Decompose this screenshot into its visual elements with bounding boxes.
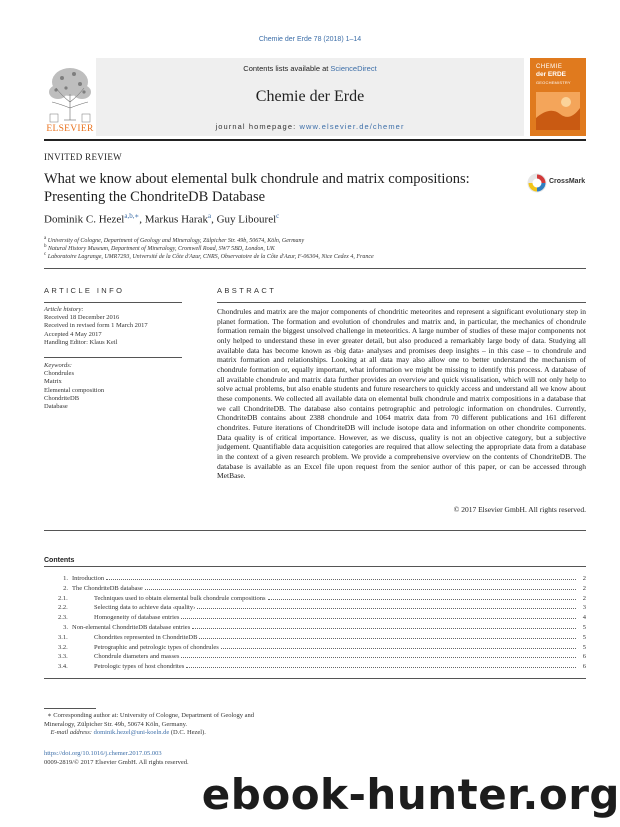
toc-number: 2.1. xyxy=(58,594,68,602)
history-line: Received in revised form 1 March 2017 xyxy=(44,322,148,330)
toc-page-number: 2 xyxy=(582,575,586,582)
toc-page-number: 6 xyxy=(582,653,586,661)
toc-leader-dots xyxy=(268,594,576,600)
email-link[interactable]: dominik.hezel@uni-koeln.de xyxy=(93,729,170,736)
elsevier-wordmark: ELSEVIER xyxy=(46,124,94,134)
affiliation-text: University of Cologne, Department of Geology and Mineralogy, Zülpicher Str. 49b, 50674, Köln, Germany xyxy=(47,238,305,244)
toc-number: 3.2. xyxy=(58,643,68,651)
homepage-link[interactable]: www.elsevier.de/chemer xyxy=(299,122,405,131)
article-info-heading: ARTICLE INFO xyxy=(44,286,125,295)
keyword: Matrix xyxy=(44,378,62,386)
toc-title[interactable]: The ChondriteDB database xyxy=(72,584,143,592)
contents-prefix: Contents lists available at xyxy=(243,64,331,73)
homepage-prefix: journal homepage: xyxy=(215,122,300,131)
cover-title-line2: der ERDE xyxy=(536,71,566,78)
toc-number: 1. xyxy=(63,575,68,582)
toc-leader-dots xyxy=(181,652,576,658)
contents-top-rule xyxy=(44,530,586,531)
toc-number: 2. xyxy=(63,584,68,592)
toc-page-number: 5 xyxy=(582,643,586,651)
issn-line: 0009-2819/© 2017 Elsevier GmbH. All rights reserved. xyxy=(44,759,189,766)
keywords-label: Keywords: xyxy=(44,362,72,369)
toc-entry[interactable] xyxy=(44,613,586,623)
toc-title[interactable]: Homogeneity of database entries xyxy=(94,614,180,622)
keyword: Chondrules xyxy=(44,370,74,378)
toc-leader-dots xyxy=(192,623,576,629)
keywords-rule xyxy=(44,357,182,358)
keyword: Elemental composition xyxy=(44,386,105,394)
toc-page-number: 4 xyxy=(582,614,586,622)
author-name: Markus Harak xyxy=(144,213,208,226)
toc-title[interactable]: Selecting data to achieve data ‹quality› xyxy=(94,604,196,612)
history-line: Received 18 December 2016 xyxy=(44,314,120,322)
toc-leader-dots xyxy=(199,633,576,639)
header-rule xyxy=(44,139,586,141)
toc-title[interactable]: Techniques used to obtain elemental bulk chondrule compositions xyxy=(94,594,266,602)
affiliation-key: c xyxy=(44,252,47,257)
footnote-line: Mineralogy, Zülpicher Str. 49b, 50674 Köln, Germany. xyxy=(44,720,188,728)
sciencedirect-link[interactable]: ScienceDirect xyxy=(330,64,377,73)
email-label: E-mail address: xyxy=(50,729,92,736)
author-affiliation-marks[interactable]: a,b,∗ xyxy=(124,212,140,220)
affiliation-text: Laboratoire Lagrange, UMR7293, Université de la Côte d'Azur, CNRS, Observatoire de la Côte d'Azur, F-06304, Nice Cedex 4, France xyxy=(47,254,374,260)
abstract-text: Chondrules and matrix are the major components of chondritic meteorites and represent a significant evolutionary step in planet formation. The formation and evolution of chondrules and matrix and, in particular, the mechanics of chondrule formation remain the biggest unsolved challenge in meteoritics. A large number of studies of these major components not only helped to understand these in ever greater detail, but also produced a remarkably large body of data. Studying all available data has become known as ‹big data› analyses and promises deep insights – in this case – to chondrule and matrix formation and relationships. Looking at all data may also allow one to better understand the mechanism of chondrule formation or, equally important, what information we might be missing to identify this process. A database of all available chondrule and matrix data further provides an overview and quick visualisation, which will not only help to solve actual problems, but also enable students and future researchers to quickly access and understand all we know about these components. We collected all available data on elemental bulk chondrule and matrix compositions in a database that we call ChondriteDB. The database also contains petrographic and petrologic information on chondrules. Currently, ChondriteDB contains about 2388 chondrule and 1064 matrix data from 70 different publications and 161 different chondrites. Future iterations of ChondriteDB will include isotope data and information on other chondrite components. Data quality is of critical importance. However, as we discuss, quality is not an objective category, but a subjective judgement. Quantifiable data acquisition categories are required that allow selecting the appropriate data from a database in the context of a given research problem. We provide a comprehensive overview on the contents of ChondriteDB. The database is available as an Excel file upon request from the senior author of this paper, or can be accessed through MetBase. xyxy=(217,307,586,481)
toc-page-number: 3 xyxy=(582,604,586,612)
keyword: ChondriteDB xyxy=(44,394,80,402)
abstract-heading: ABSTRACT xyxy=(217,286,277,295)
author-affiliation-marks[interactable]: c xyxy=(276,212,280,220)
toc-number: 2.2. xyxy=(58,604,68,612)
keywords xyxy=(44,362,104,411)
author-separator: , xyxy=(211,213,217,226)
toc-entry[interactable] xyxy=(44,633,586,643)
toc-entry[interactable] xyxy=(44,594,586,604)
article-type: INVITED REVIEW xyxy=(44,152,122,162)
toc-entry[interactable] xyxy=(44,574,586,584)
affiliation-text: Natural History Museum, Department of Mineralogy, Cromwell Road, SW7 5BD, London, UK xyxy=(48,246,275,252)
toc-title[interactable]: Chondrule diameters and masses xyxy=(94,653,180,661)
toc-leader-dots xyxy=(145,584,576,590)
toc-leader-dots xyxy=(197,603,576,609)
toc-number: 3.3. xyxy=(58,653,68,661)
contents-heading: Contents xyxy=(44,557,75,564)
crossmark-label: CrossMark xyxy=(549,178,586,185)
toc-leader-dots xyxy=(181,613,576,619)
cover-art-icon xyxy=(530,88,586,136)
toc-page-number: 5 xyxy=(582,633,586,641)
corresponding-author-footnote xyxy=(44,712,324,738)
toc-title[interactable]: Introduction xyxy=(72,575,105,582)
journal-homepage-line xyxy=(96,122,524,131)
contents-available-line xyxy=(96,64,524,73)
journal-cover-thumbnail[interactable] xyxy=(530,58,586,136)
toc-title[interactable]: Non-elemental ChondriteDB database entries xyxy=(72,623,191,631)
footnote-marker: ∗ xyxy=(47,712,52,719)
toc-number: 2.3. xyxy=(58,614,68,622)
toc-page-number: 5 xyxy=(582,623,586,631)
history-label: Article history: xyxy=(44,306,84,313)
affiliation-b xyxy=(44,244,275,252)
toc-number: 3.4. xyxy=(58,663,68,671)
watermark: ebook-hunter.org xyxy=(201,770,620,819)
article-title: What we know about elemental bulk chondrule and matrix compositions: Presenting the ChondriteDB Database xyxy=(44,171,470,205)
toc-page-number: 6 xyxy=(582,663,586,671)
keyword: Database xyxy=(44,403,68,411)
author-list xyxy=(44,212,279,226)
journal-reference[interactable]: Chemie der Erde 78 (2018) 1–14 xyxy=(258,36,362,43)
cover-title-line1: CHEMIE xyxy=(536,64,563,70)
footnote-text: Corresponding author at: University of Cologne, Department of Geology and xyxy=(53,712,255,719)
article-history xyxy=(44,306,148,347)
abstract-rule xyxy=(217,302,586,303)
footnote-rule xyxy=(44,708,96,709)
toc-title[interactable]: Petrologic types of host chondrites xyxy=(94,663,185,671)
history-line: Accepted 4 May 2017 xyxy=(44,330,102,338)
toc-leader-dots xyxy=(106,574,576,580)
affiliation-key: a xyxy=(44,236,47,241)
email-suffix: (D.C. Hezel). xyxy=(169,729,206,736)
crossmark-icon xyxy=(527,173,547,193)
affiliation-rule xyxy=(44,268,586,269)
toc-entry[interactable] xyxy=(44,584,586,594)
author-name: Guy Libourel xyxy=(216,213,277,226)
toc-entry[interactable] xyxy=(44,643,586,653)
toc-page-number: 2 xyxy=(582,594,586,602)
cover-title-line3: GEOCHEMISTRY xyxy=(536,80,571,85)
abstract-copyright: © 2017 Elsevier GmbH. All rights reserved. xyxy=(453,505,586,514)
toc-entry[interactable] xyxy=(44,623,586,633)
toc-entry[interactable] xyxy=(44,603,586,613)
doi-link[interactable]: https://doi.org/10.1016/j.chemer.2017.05.003 xyxy=(44,750,162,757)
footnote-email-line xyxy=(44,729,324,738)
toc-number: 3. xyxy=(63,623,68,631)
history-line: Handling Editor: Klaus Keil xyxy=(44,338,118,346)
author-separator: , xyxy=(139,213,145,226)
toc-leader-dots xyxy=(221,643,576,649)
contents-bottom-rule xyxy=(44,678,586,679)
table-of-contents xyxy=(44,574,586,672)
toc-number: 3.1. xyxy=(58,633,68,641)
affiliation-a xyxy=(44,236,304,244)
toc-entry[interactable] xyxy=(44,662,586,672)
affiliation-key: b xyxy=(44,244,47,249)
toc-leader-dots xyxy=(186,662,576,668)
journal-name: Chemie der Erde xyxy=(255,88,365,105)
toc-page-number: 2 xyxy=(582,584,586,592)
contents-rule xyxy=(44,566,586,567)
author-name: Dominik C. Hezel xyxy=(44,213,125,226)
toc-entry[interactable] xyxy=(44,652,586,662)
affiliation-c xyxy=(44,252,374,260)
toc-title[interactable]: Petrographic and petrologic types of chondrules xyxy=(94,643,219,651)
footnote-line xyxy=(44,712,324,721)
toc-title[interactable]: Chondrites represented in ChondriteDB xyxy=(94,633,198,641)
article-info-rule xyxy=(44,302,182,303)
crossmark-button[interactable] xyxy=(527,173,587,195)
author-affiliation-marks[interactable]: a xyxy=(207,212,212,220)
